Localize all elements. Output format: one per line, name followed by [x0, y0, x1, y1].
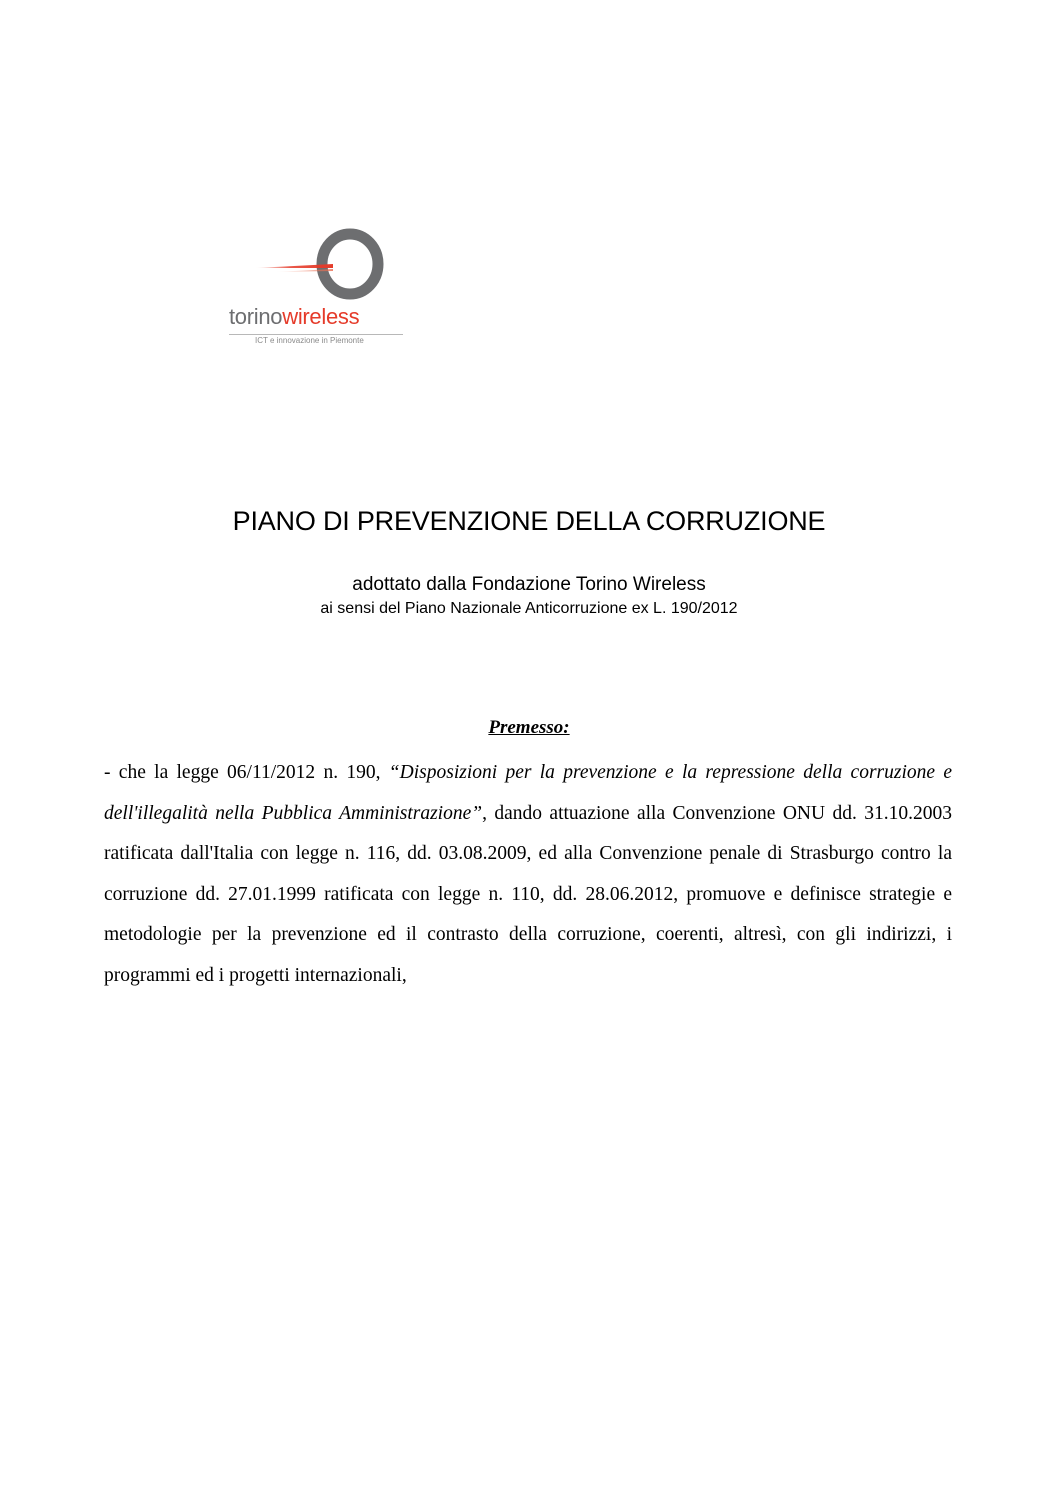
paragraph-lead: - che la legge 06/11/2012 n. 190,: [104, 762, 389, 783]
section-heading-premesso: Premesso:: [488, 717, 570, 738]
logo-wordmark-torino: torino: [229, 304, 283, 329]
torino-wireless-logo: [225, 228, 410, 353]
logo-wordmark-wireless: wireless: [282, 304, 360, 329]
logo-tagline: ICT e innovazione in Piemonte: [255, 336, 364, 345]
document-subtitle-legal-basis: ai sensi del Piano Nazionale Anticorruzione ex L. 190/2012: [320, 600, 738, 617]
logo-wordmark: [229, 304, 359, 330]
paragraph-rest: , dando attuazione alla Convenzione ONU dd. 31.10.2003 ratificata dall'Italia con legge n. 116, dd. 03.08.2009, ed alla Convenzione penale di Strasburgo contro la corruzione dd. 27.01.1999 ratificata con legge n. 110, dd. 28.06.2012, promuove e definisce strategie e metodologie per la prevenzione ed il contrasto della corruzione, coerenti, altresì, con gli indirizzi, i programmi ed i progetti internazionali,: [104, 802, 952, 986]
document-subtitle-adopted-by: adottato dalla Fondazione Torino Wireless: [352, 574, 706, 595]
premesso-paragraph: [104, 753, 952, 996]
document-title: PIANO DI PREVENZIONE DELLA CORRUZIONE: [232, 506, 826, 536]
law-title-quote: “Disposizioni per la prevenzione e la repressione della corruzione e dell'illegalità nella Pubblica Amministrazione”: [104, 762, 952, 824]
logo-divider: [229, 334, 403, 335]
